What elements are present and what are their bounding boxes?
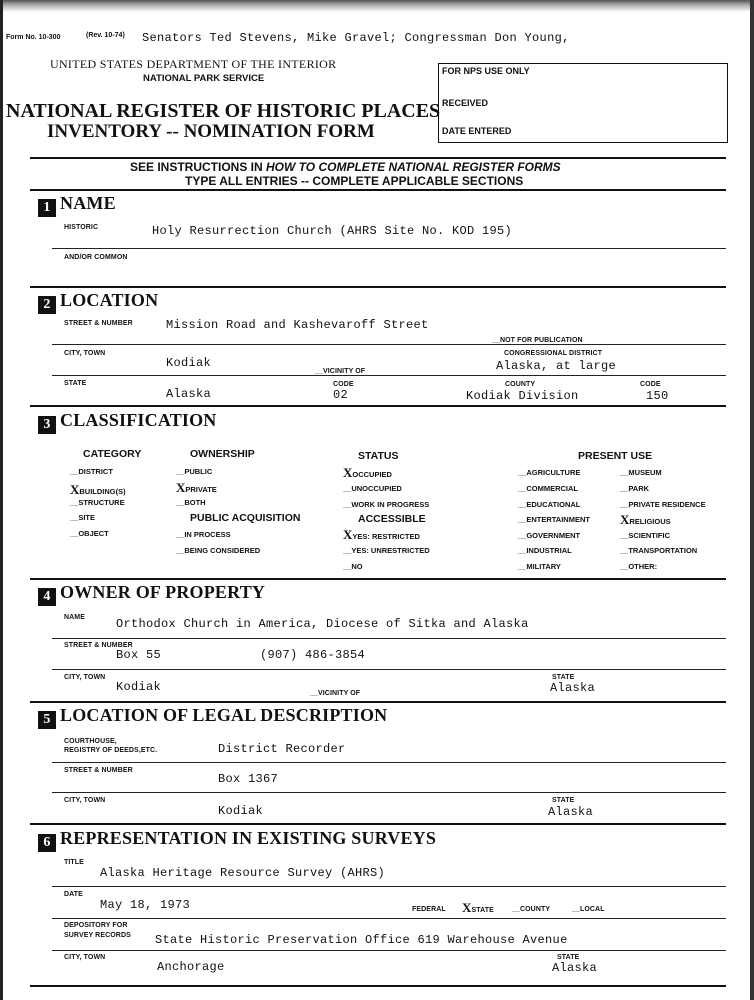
congressional-district: Alaska, at large [496, 359, 617, 373]
rule-owner-street [52, 669, 726, 670]
rule-header [30, 157, 726, 159]
location-street: Mission Road and Kashevaroff Street [166, 318, 429, 332]
owner-state: Alaska [550, 681, 596, 695]
nps-received-label: RECEIVED [442, 98, 489, 108]
owner-street-label: STREET & NUMBER [64, 642, 133, 649]
accessible-heading: ACCESSIBLE [358, 513, 426, 525]
rule-legal-street [52, 792, 726, 793]
use-agriculture: __AGRICULTURE [518, 468, 581, 477]
use-scientific: __SCIENTIFIC [620, 531, 671, 540]
acquisition-in-process: __IN PROCESS [176, 530, 231, 539]
status-unoccupied: __UNOCCUPIED [343, 484, 402, 493]
use-religious: XRELIGIOUS [620, 512, 671, 527]
rule-section-1 [30, 286, 726, 288]
depository-state-label: STATE [557, 954, 580, 961]
present-use-heading: PRESENT USE [578, 450, 653, 462]
department-name: UNITED STATES DEPARTMENT OF THE INTERIOR [50, 57, 337, 71]
use-commercial: __COMMERCIAL [518, 484, 579, 493]
nps-date-entered-label: DATE ENTERED [442, 126, 512, 136]
category-site: __SITE [70, 513, 96, 522]
rule-bottom [30, 985, 726, 987]
legal-street: Box 1367 [218, 772, 279, 786]
instructions-line1: SEE INSTRUCTIONS IN HOW TO COMPLETE NATIONAL REGISTER FORMS [130, 160, 561, 174]
survey-title-label: TITLE [64, 859, 84, 866]
depository: State Historic Preservation Office 619 Warehouse Avenue [155, 933, 568, 947]
use-private-residence: __PRIVATE RESIDENCE [620, 500, 706, 509]
location-city: Kodiak [166, 356, 212, 370]
rule-depository [52, 950, 726, 951]
use-military: __MILITARY [518, 562, 561, 571]
category-structure: __STRUCTURE [70, 498, 125, 507]
use-entertainment: __ENTERTAINMENT [518, 515, 590, 524]
owner-name-label: NAME [64, 614, 86, 621]
section-3-heading: 3 CLASSIFICATION [38, 410, 217, 434]
rule-survey-title [52, 886, 726, 887]
section-1-heading: 1 NAME [38, 193, 116, 217]
scan-right-edge [750, 0, 754, 1000]
use-industrial: __INDUSTRIAL [518, 546, 572, 555]
form-number: Form No. 10-300 [6, 34, 61, 41]
owner-street: Box 55 [116, 648, 162, 662]
section-5-heading: 5 LOCATION OF LEGAL DESCRIPTION [38, 705, 387, 729]
senators-typed-line: Senators Ted Stevens, Mike Gravel; Congressman Don Young, [142, 31, 570, 45]
form-title-line2: INVENTORY -- NOMINATION FORM [47, 121, 375, 142]
section-6-heading: 6 REPRESENTATION IN EXISTING SURVEYS [38, 828, 436, 852]
owner-state-label: STATE [552, 674, 575, 681]
acquisition-being-considered: __BEING CONSIDERED [176, 546, 261, 555]
rule-section-3 [30, 578, 726, 580]
legal-state-label: STATE [552, 797, 575, 804]
category-heading: CATEGORY [83, 448, 142, 460]
ownership-private: XPRIVATE [176, 480, 217, 495]
legal-street-label: STREET & NUMBER [64, 767, 133, 774]
public-acquisition-heading: PUBLIC ACQUISITION [190, 512, 301, 524]
owner-name: Orthodox Church in America, Diocese of Sitka and Alaska [116, 617, 529, 631]
location-state-label: STATE [64, 380, 87, 387]
legal-city-label: CITY, TOWN [64, 797, 106, 804]
agency-name: NATIONAL PARK SERVICE [143, 73, 265, 84]
status-occupied: XOCCUPIED [343, 465, 392, 480]
section-2-heading: 2 LOCATION [38, 290, 158, 314]
rule-owner-name [52, 638, 726, 639]
rule-section-5 [30, 823, 726, 825]
category-building: XBUILDING(S) [70, 482, 126, 497]
survey-county-option: __COUNTY [512, 906, 551, 913]
depository-city-label: CITY, TOWN [64, 954, 106, 961]
accessible-restricted: XYES: RESTRICTED [343, 527, 420, 542]
scan-left-edge [0, 0, 3, 1000]
owner-city-label: CITY, TOWN [64, 674, 106, 681]
rule-section-2 [30, 405, 726, 407]
nps-use-title: FOR NPS USE ONLY [442, 66, 530, 76]
historic-label: HISTORIC [64, 224, 99, 231]
location-vicinity: __VICINITY OF [315, 368, 366, 375]
state-code-label: CODE [333, 381, 354, 388]
survey-date-label: DATE [64, 891, 83, 898]
category-object: __OBJECT [70, 529, 109, 538]
survey-local-option: __LOCAL [572, 906, 605, 913]
use-park: __PARK [620, 484, 650, 493]
owner-city: Kodiak [116, 680, 162, 694]
survey-federal: FEDERAL [412, 906, 446, 913]
section-4-heading: 4 OWNER OF PROPERTY [38, 582, 265, 606]
depository-label-2: SURVEY RECORDS [64, 932, 131, 939]
rule-instructions [30, 189, 726, 191]
use-government: __GOVERNMENT [518, 531, 581, 540]
owner-phone: (907) 486-3854 [260, 648, 366, 662]
use-transportation: __TRANSPORTATION [620, 546, 698, 555]
nps-use-box [438, 63, 728, 143]
rule-courthouse [52, 762, 726, 763]
location-street-label: STREET & NUMBER [64, 320, 133, 327]
category-district: __DISTRICT [70, 467, 113, 476]
ownership-both: __BOTH [176, 498, 206, 507]
accessible-no: __NO [343, 562, 363, 571]
depository-label-1: DEPOSITORY FOR [64, 922, 128, 929]
location-state: Alaska [166, 387, 212, 401]
rule-section-4 [30, 701, 726, 703]
rule-survey-date [52, 918, 726, 919]
use-museum: __MUSEUM [620, 468, 662, 477]
congressional-district-label: CONGRESSIONAL DISTRICT [504, 350, 603, 357]
county-label: COUNTY [505, 381, 536, 388]
location-city-label: CITY, TOWN [64, 350, 106, 357]
rule-historic [52, 248, 726, 249]
county-code: 150 [646, 389, 669, 403]
courthouse-label-2: REGISTRY OF DEEDS,ETC. [64, 747, 158, 754]
courthouse-label-1: COURTHOUSE, [64, 738, 117, 745]
not-for-publication: __NOT FOR PUBLICATION [492, 337, 583, 344]
survey-title: Alaska Heritage Resource Survey (AHRS) [100, 866, 386, 880]
form-revision: (Rev. 10-74) [86, 32, 125, 39]
county: Kodiak Division [466, 389, 579, 403]
ownership-heading: OWNERSHIP [190, 448, 255, 460]
status-heading: STATUS [358, 450, 399, 462]
status-work-in-progress: __WORK IN PROGRESS [343, 500, 430, 509]
courthouse: District Recorder [218, 742, 346, 756]
survey-state-option: XSTATE [462, 900, 494, 915]
use-other: __OTHER: [620, 562, 658, 571]
rule-location-city [52, 375, 726, 376]
use-educational: __EDUCATIONAL [518, 500, 581, 509]
survey-date: May 18, 1973 [100, 898, 191, 912]
depository-city: Anchorage [157, 960, 225, 974]
scan-top-edge [0, 0, 754, 12]
state-code: 02 [333, 388, 349, 402]
common-name-label: AND/OR COMMON [64, 254, 128, 261]
legal-city: Kodiak [218, 804, 264, 818]
accessible-unrestricted: __YES: UNRESTRICTED [343, 546, 430, 555]
county-code-label: CODE [640, 381, 661, 388]
rule-location-street [52, 344, 726, 345]
depository-state: Alaska [552, 961, 598, 975]
form-title-line1: NATIONAL REGISTER OF HISTORIC PLACES [6, 100, 441, 122]
owner-vicinity: __VICINITY OF [310, 690, 361, 697]
instructions-line2: TYPE ALL ENTRIES -- COMPLETE APPLICABLE SECTIONS [185, 174, 524, 188]
historic-name: Holy Resurrection Church (AHRS Site No. KOD 195) [152, 224, 513, 238]
legal-state: Alaska [548, 805, 594, 819]
ownership-public: __PUBLIC [176, 467, 213, 476]
